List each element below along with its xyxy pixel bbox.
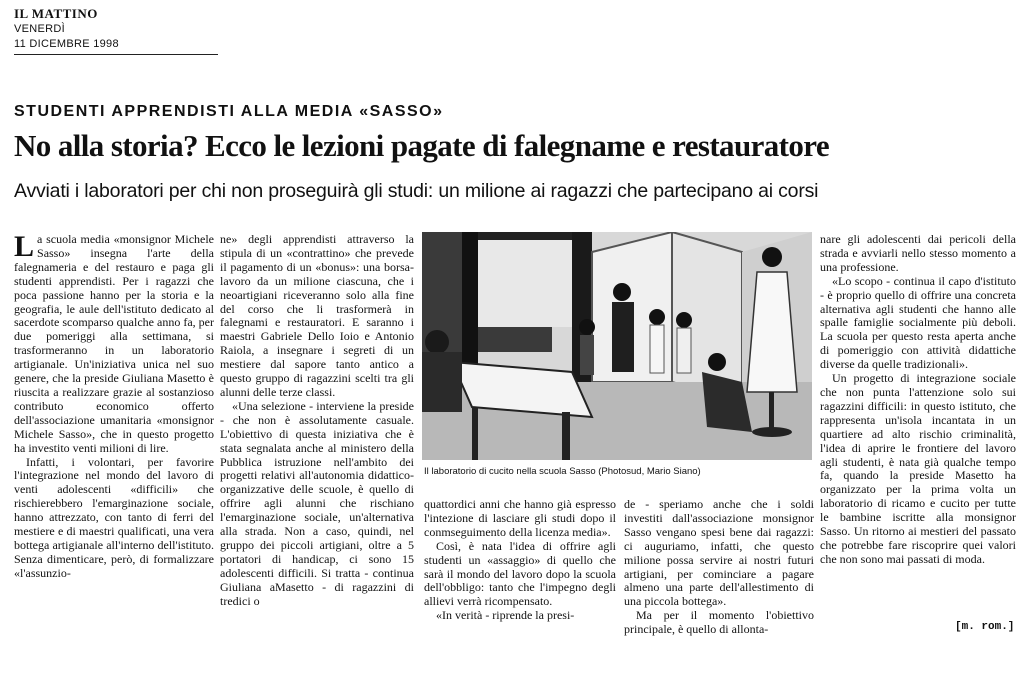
subheadline: Avviati i laboratori per chi non proseguirà gli studi: un milione ai ragazzi che partecipano ai corsi — [14, 180, 819, 202]
masthead — [14, 6, 218, 55]
paragraph: quattordici anni che hanno già espresso l'intezione di lasciare gli studi dopo il conmseguimento della licenza media». — [424, 498, 616, 539]
issue-date: 11 DICEMBRE 1998 — [14, 38, 119, 50]
headline: No alla storia? Ecco le lezioni pagate di falegname e restauratore — [14, 128, 830, 163]
paragraph: «Lo scopo - continua il capo d'istituto - è proprio quello di offrire una concreta alternativa agli studenti che hanno alle spalle famiglie socialmente più deboli. La scuola per questo resta aperta anche di pomeriggio con attività didattiche diverse da quelle tradizionali». — [820, 273, 1016, 372]
paragraph: ne» degli apprendisti attraverso la stipula di un «contrattino» che prevede il pagamento di un «bonus»: una borsa-lavoro da un milione ciascuna, che i neoartigiani riceveranno solo alla fine del corso che li trasformerà in falegnami e restauratori. E saranno i maestri Gabriele Dello Ioio e Antonio Raiola, a insegnare i segreti di un mestiere dal sapore tanto antico a questo gruppo di ragazzini scelti tra gli alunni delle terze classi. — [220, 233, 414, 399]
drop-cap: L — [14, 233, 35, 263]
paragraph: Ma per il momento l'obiettivo principale, è quello di allonta- — [624, 608, 814, 637]
kicker: STUDENTI APPRENDISTI ALLA MEDIA «SASSO» — [14, 103, 444, 120]
paragraph: nare gli adolescenti dai pericoli della strada e avviarli nello stesso momento a una professione. — [820, 233, 1016, 274]
paragraph: «In verità - riprende la presi- — [436, 608, 575, 623]
article-column-5 — [820, 233, 1016, 618]
sewing-lab-photo — [422, 232, 812, 460]
newspaper-name: IL MATTINO — [14, 6, 98, 21]
article-column-3 — [424, 498, 616, 648]
paragraph: La scuola media «monsignor Michele Sasso» insegna l'arte della falegnameria e del restauro e paga gli studenti apprendisti. Per i ragazzi che poca passione hanno per la storia e la geografia, le aule dell'istituto dedicato al sacerdote scomparso qualche anno fa, per due pomeriggi alla settimana, si trasformeranno in un laboratorio artigianale. Un'iniziativa unica nel suo genere, che la preside Giuliana Masetto è riuscita a realizzare grazie al sostanzioso contributo economico offerto dell'associazione umanitaria «monsignor Michele Sasso», che in questo progetto ha investito venti milioni di lire. — [14, 233, 214, 455]
paragraph: Un progetto di integrazione sociale che non punta l'attenzione solo sui ragazzini difficili: in questo istituto, che rappresenta un'isola incantata in un quartiere ad alto rischio criminalità, l'idea di aprire le frontiere del lavoro agli studenti, è nata già qualche tempo fa, quando la preside Masetto ha organizzato per la prima volta un laboratorio di ricamo e cucito per tutte le bambine iscritte alla monsignor Sasso. Un ritorno ai mestieri del passato che potrebbe fare riscoprire quei valori che non sono mai passati di moda. — [820, 371, 1016, 566]
article-column-1 — [14, 233, 214, 643]
weekday: VENERDÌ — [14, 23, 65, 35]
masthead-rule — [14, 54, 218, 55]
article-column-4 — [624, 498, 814, 648]
article-photo — [422, 232, 812, 460]
paragraph: Così, è nata l'idea di offrire agli studenti un «assaggio» di quello che sarà il mondo del lavoro dopo la scuola dell'obbligo: tanto che l'impegno degli allievi verrà ricompensato. — [424, 538, 616, 609]
article-column-2 — [220, 233, 414, 643]
paragraph: Infatti, i volontari, per favorire l'integrazione nel mondo del lavoro di venti adolescenti «difficili» che rischierebbero l'emarginazione sociale, hanno attrezzato, con tanto di ferri del mestiere e di maestri qualificati, una vera bottega artigianale all'interno dell'istituto. Senza dimenticare, però, di formalizzare «l'assunzio- — [14, 454, 214, 580]
byline: [m. rom.] — [955, 621, 1015, 633]
photo-caption: Il laboratorio di cucito nella scuola Sasso (Photosud, Mario Siano) — [424, 466, 701, 477]
paragraph: de - speriamo anche che i soldi investiti dall'associazione monsignor Sasso vengano spesi bene dai ragazzi: ci auguriamo, infatti, che questo milione possa servire ai nostri futuri artigiani, per cominciare a pagare almeno una parte dell'allestimento di una piccola bottega». — [624, 498, 814, 609]
paragraph: «Una selezione - interviene la preside - che non è assolutamente casuale. L'obiettivo di questa iniziativa che è stata segnalata anche al ministero della Pubblica istruzione nell'ambito dei progetti relativi all'autonomia didattico-organizzative delle scuole, è quello di offrire agli alunni che rischiano l'emarginazione sociale, un'alternativa alla strada. Non a caso, quindi, nel gruppo dei piccoli artigiani, oltre a 5 portatori di handicap, ci sono 15 adolescenti difficili. Si tratta - continua Giuliana aMasetto - di ragazzini di tredici o — [220, 398, 414, 608]
